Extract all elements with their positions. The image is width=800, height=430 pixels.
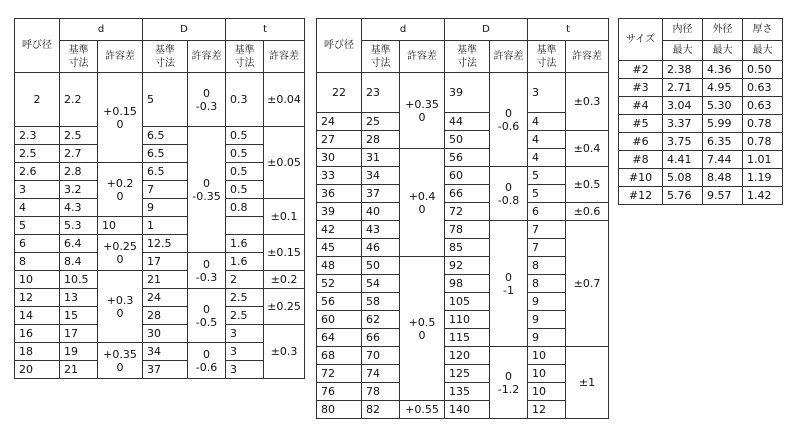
washer-dimensions-table-left xyxy=(14,18,305,379)
cell-t: 8 xyxy=(528,275,566,293)
cell-thickness: 0.50 xyxy=(743,61,783,79)
cell-size: 18 xyxy=(15,343,60,361)
cell-size: 30 xyxy=(317,149,362,167)
cell-size: #4 xyxy=(619,97,663,115)
cell-t: 0.5 xyxy=(226,127,264,145)
header-tolerance: 許容差 xyxy=(400,41,445,73)
cell-t: 3 xyxy=(226,361,264,379)
cell-size: 27 xyxy=(317,131,362,149)
cell-D: 24 xyxy=(143,289,188,307)
cell-d: 17 xyxy=(60,325,98,343)
cell-d: 10.5 xyxy=(60,271,98,289)
cell-t: 3 xyxy=(226,343,264,361)
cell-d: 46 xyxy=(362,239,400,257)
cell-thickness: 0.63 xyxy=(743,97,783,115)
cell-D-tolerance: 0 -0.5 xyxy=(188,289,226,343)
cell-t: 4 xyxy=(528,113,566,131)
cell-d: 5.3 xyxy=(60,217,98,235)
cell-D-tolerance: 0 -0.3 xyxy=(188,73,226,127)
cell-size: 20 xyxy=(15,361,60,379)
cell-size: 33 xyxy=(317,167,362,185)
cell-D: 120 xyxy=(445,347,490,365)
cell-t-tolerance: ±0.2 xyxy=(264,271,305,289)
cell-outer: 4.36 xyxy=(703,61,743,79)
header-t: t xyxy=(528,19,609,41)
cell-D: 12.5 xyxy=(143,235,188,253)
cell-size: #8 xyxy=(619,151,663,169)
cell-D-tolerance: 0 -1 xyxy=(490,221,528,347)
cell-D: 44 xyxy=(445,113,490,131)
header-standard-size: 基準 寸法 xyxy=(528,41,566,73)
cell-outer: 4.95 xyxy=(703,79,743,97)
cell-D: 30 xyxy=(143,325,188,343)
header-d: d xyxy=(362,19,445,41)
cell-D-tolerance: 0 -0.6 xyxy=(188,343,226,379)
cell-t: 2 xyxy=(226,271,264,289)
cell-t: 12 xyxy=(528,401,566,419)
cell-D: 135 xyxy=(445,383,490,401)
cell-D: 7 xyxy=(143,181,188,199)
cell-D: 5 xyxy=(143,73,188,127)
cell-t: 2.5 xyxy=(226,289,264,307)
header-outer-diameter: 外径 xyxy=(703,19,743,41)
cell-d: 58 xyxy=(362,293,400,311)
cell-size: 4 xyxy=(15,199,60,217)
header-standard-size: 基準 寸法 xyxy=(226,41,264,73)
cell-size: 64 xyxy=(317,329,362,347)
cell-D: 140 xyxy=(445,401,490,419)
cell-D: 125 xyxy=(445,365,490,383)
cell-inner: 3.37 xyxy=(663,115,703,133)
cell-size: 5 xyxy=(15,217,60,235)
cell-d: 40 xyxy=(362,203,400,221)
cell-D: 78 xyxy=(445,221,490,239)
cell-d: 4.3 xyxy=(60,199,98,217)
cell-D-tolerance: 0 -0.8 xyxy=(490,167,528,221)
cell-size: #3 xyxy=(619,79,663,97)
cell-t-tolerance: ±0.15 xyxy=(264,235,305,271)
cell-size: 72 xyxy=(317,365,362,383)
cell-inner: 3.75 xyxy=(663,133,703,151)
cell-D: 50 xyxy=(445,131,490,149)
cell-thickness: 1.19 xyxy=(743,169,783,187)
header-D: D xyxy=(445,19,528,41)
cell-t-tolerance: ±0.04 xyxy=(264,73,305,127)
cell-size: 45 xyxy=(317,239,362,257)
cell-d: 2.2 xyxy=(60,73,98,127)
cell-d-tolerance: +0.35 0 xyxy=(98,343,143,379)
cell-size: #6 xyxy=(619,133,663,151)
cell-d: 2.7 xyxy=(60,145,98,163)
cell-t: 8 xyxy=(528,257,566,275)
cell-D: 17 xyxy=(143,253,188,271)
cell-size: 22 xyxy=(317,73,362,113)
header-max: 最大 xyxy=(743,41,783,61)
header-nominal-size: 呼び径 xyxy=(15,19,60,73)
cell-D: 85 xyxy=(445,239,490,257)
cell-D: 105 xyxy=(445,293,490,311)
cell-D: 10 xyxy=(98,217,143,235)
cell-t: 0.8 xyxy=(226,199,264,217)
cell-size: 2.3 xyxy=(15,127,60,145)
cell-inner: 3.04 xyxy=(663,97,703,115)
cell-d: 19 xyxy=(60,343,98,361)
cell-d-tolerance: +0.5 0 xyxy=(400,257,445,401)
cell-d: 70 xyxy=(362,347,400,365)
cell-size: 48 xyxy=(317,257,362,275)
cell-t: 1.6 xyxy=(226,235,264,253)
cell-t: 0.5 xyxy=(226,181,264,199)
washer-dimensions-table-middle xyxy=(316,18,609,419)
cell-D: 60 xyxy=(445,167,490,185)
cell-size: 56 xyxy=(317,293,362,311)
cell-d: 37 xyxy=(362,185,400,203)
cell-D: 115 xyxy=(445,329,490,347)
header-D: D xyxy=(143,19,226,41)
cell-d: 2.5 xyxy=(60,127,98,145)
cell-size: 60 xyxy=(317,311,362,329)
cell-D: 28 xyxy=(143,307,188,325)
cell-d: 21 xyxy=(60,361,98,379)
cell-d: 66 xyxy=(362,329,400,347)
cell-d: 2.8 xyxy=(60,163,98,181)
cell-D: 56 xyxy=(445,149,490,167)
cell-size: 3 xyxy=(15,181,60,199)
cell-size: 36 xyxy=(317,185,362,203)
header-tolerance: 許容差 xyxy=(98,41,143,73)
cell-D: 92 xyxy=(445,257,490,275)
cell-d: 23 xyxy=(362,73,400,113)
header-standard-size: 基準 寸法 xyxy=(143,41,188,73)
cell-t: 0.5 xyxy=(226,145,264,163)
cell-t-tolerance: ±0.3 xyxy=(264,325,305,379)
cell-t: 1 xyxy=(143,217,188,235)
cell-t-tolerance: ±0.6 xyxy=(566,203,609,221)
cell-t: 7 xyxy=(528,239,566,257)
cell-D: 37 xyxy=(143,361,188,379)
cell-t: 10 xyxy=(528,383,566,401)
cell-d: 25 xyxy=(362,113,400,131)
cell-inner: 5.08 xyxy=(663,169,703,187)
cell-t: 3 xyxy=(528,73,566,113)
cell-d: 78 xyxy=(362,383,400,401)
cell-d-tolerance: +0.4 0 xyxy=(400,149,445,257)
cell-inner: 5.76 xyxy=(663,187,703,205)
cell-t: 1.6 xyxy=(226,253,264,271)
cell-size: 16 xyxy=(15,325,60,343)
cell-size: 80 xyxy=(317,401,362,419)
cell-size: #10 xyxy=(619,169,663,187)
cell-t: 9 xyxy=(528,293,566,311)
cell-size: #2 xyxy=(619,61,663,79)
cell-t: 0.5 xyxy=(226,163,264,181)
cell-d: 34 xyxy=(362,167,400,185)
cell-D: 110 xyxy=(445,311,490,329)
cell-outer: 8.48 xyxy=(703,169,743,187)
cell-t-tolerance: ±0.3 xyxy=(566,73,609,131)
cell-size: 68 xyxy=(317,347,362,365)
header-max: 最大 xyxy=(663,41,703,61)
cell-d: 6.4 xyxy=(60,235,98,253)
cell-size: 12 xyxy=(15,289,60,307)
cell-D-tolerance: 0 -0.35 xyxy=(188,127,226,253)
header-nominal-size: 呼び径 xyxy=(317,19,362,73)
cell-d: 28 xyxy=(362,131,400,149)
cell-D: 6.5 xyxy=(143,145,188,163)
cell-d: 50 xyxy=(362,257,400,275)
cell-size: 2.5 xyxy=(15,145,60,163)
cell-size: 14 xyxy=(15,307,60,325)
header-size: サイズ xyxy=(619,19,663,61)
cell-thickness: 1.01 xyxy=(743,151,783,169)
cell-D: 66 xyxy=(445,185,490,203)
cell-outer: 9.57 xyxy=(703,187,743,205)
cell-d: 13 xyxy=(60,289,98,307)
cell-t: 7 xyxy=(528,221,566,239)
cell-size: #12 xyxy=(619,187,663,205)
cell-size: 10 xyxy=(15,271,60,289)
cell-D: 21 xyxy=(143,271,188,289)
cell-size: 42 xyxy=(317,221,362,239)
cell-d-tolerance: +0.35 0 xyxy=(400,73,445,149)
cell-t: 2.5 xyxy=(226,307,264,325)
header-tolerance: 許容差 xyxy=(264,41,305,73)
cell-outer: 6.35 xyxy=(703,133,743,151)
header-d: d xyxy=(60,19,143,41)
cell-t: 4 xyxy=(528,131,566,149)
cell-d: 31 xyxy=(362,149,400,167)
cell-t: 5 xyxy=(528,167,566,185)
header-standard-size: 基準 寸法 xyxy=(362,41,400,73)
cell-thickness: 0.78 xyxy=(743,133,783,151)
cell-t: 4 xyxy=(528,149,566,167)
cell-inner: 4.41 xyxy=(663,151,703,169)
cell-t-tolerance: ±0.05 xyxy=(264,127,305,199)
cell-t: 5 xyxy=(528,185,566,203)
cell-t: 0.3 xyxy=(226,73,264,127)
cell-t: 6 xyxy=(528,203,566,221)
cell-D: 39 xyxy=(445,73,490,113)
cell-thickness: 1.42 xyxy=(743,187,783,205)
cell-size: 24 xyxy=(317,113,362,131)
header-tolerance: 許容差 xyxy=(490,41,528,73)
header-tolerance: 許容差 xyxy=(188,41,226,73)
cell-t: 3 xyxy=(226,325,264,343)
cell-thickness: 0.63 xyxy=(743,79,783,97)
cell-D-tolerance: 0 -1.2 xyxy=(490,347,528,419)
cell-D: 9 xyxy=(143,199,188,217)
cell-t: 10 xyxy=(528,365,566,383)
cell-D-tolerance: 0 -0.6 xyxy=(490,73,528,167)
cell-inner: 2.71 xyxy=(663,79,703,97)
cell-size: 52 xyxy=(317,275,362,293)
cell-d: 8.4 xyxy=(60,253,98,271)
cell-d-tolerance: +0.15 0 xyxy=(98,73,143,163)
cell-D-tolerance: 0 -0.3 xyxy=(188,253,226,289)
cell-d: 74 xyxy=(362,365,400,383)
header-max: 最大 xyxy=(703,41,743,61)
cell-d: 15 xyxy=(60,307,98,325)
cell-d: 43 xyxy=(362,221,400,239)
cell-inner: 2.38 xyxy=(663,61,703,79)
cell-d: 54 xyxy=(362,275,400,293)
cell-size: #5 xyxy=(619,115,663,133)
header-standard-size: 基準 寸法 xyxy=(60,41,98,73)
cell-outer: 7.44 xyxy=(703,151,743,169)
cell-D: 6.5 xyxy=(143,127,188,145)
cell-t-tolerance: ±0.5 xyxy=(566,167,609,203)
header-tolerance: 許容差 xyxy=(566,41,609,73)
cell-thickness: 0.78 xyxy=(743,115,783,133)
cell-D: 98 xyxy=(445,275,490,293)
cell-t-tolerance: ±0.25 xyxy=(264,289,305,325)
inch-washer-table xyxy=(618,18,783,205)
cell-t: 10 xyxy=(528,347,566,365)
cell-t: 9 xyxy=(528,329,566,347)
header-thickness: 厚さ xyxy=(743,19,783,41)
cell-size: 6 xyxy=(15,235,60,253)
cell-outer: 5.30 xyxy=(703,97,743,115)
cell-size: 8 xyxy=(15,253,60,271)
header-standard-size: 基準 寸法 xyxy=(445,41,490,73)
cell-D: 6.5 xyxy=(143,163,188,181)
cell-size: 39 xyxy=(317,203,362,221)
cell-t: 9 xyxy=(528,311,566,329)
cell-D: 34 xyxy=(143,343,188,361)
cell-t-tolerance: ±0.7 xyxy=(566,221,609,347)
cell-t-tolerance: ±1 xyxy=(566,347,609,419)
cell-outer: 5.99 xyxy=(703,115,743,133)
cell-d-tolerance: +0.2 0 xyxy=(98,163,143,217)
header-t: t xyxy=(226,19,305,41)
cell-size: 2 xyxy=(15,73,60,127)
cell-d: 62 xyxy=(362,311,400,329)
cell-d: 3.2 xyxy=(60,181,98,199)
cell-d-tolerance: +0.55 xyxy=(400,401,445,419)
cell-d: 82 xyxy=(362,401,400,419)
cell-t-tolerance: ±0.1 xyxy=(264,199,305,235)
cell-t-tolerance: ±0.4 xyxy=(566,131,609,167)
cell-D: 72 xyxy=(445,203,490,221)
header-inner-diameter: 内径 xyxy=(663,19,703,41)
cell-size: 2.6 xyxy=(15,163,60,181)
cell-d-tolerance: +0.3 0 xyxy=(98,271,143,343)
cell-size: 76 xyxy=(317,383,362,401)
cell-d-tolerance: +0.25 0 xyxy=(98,235,143,271)
